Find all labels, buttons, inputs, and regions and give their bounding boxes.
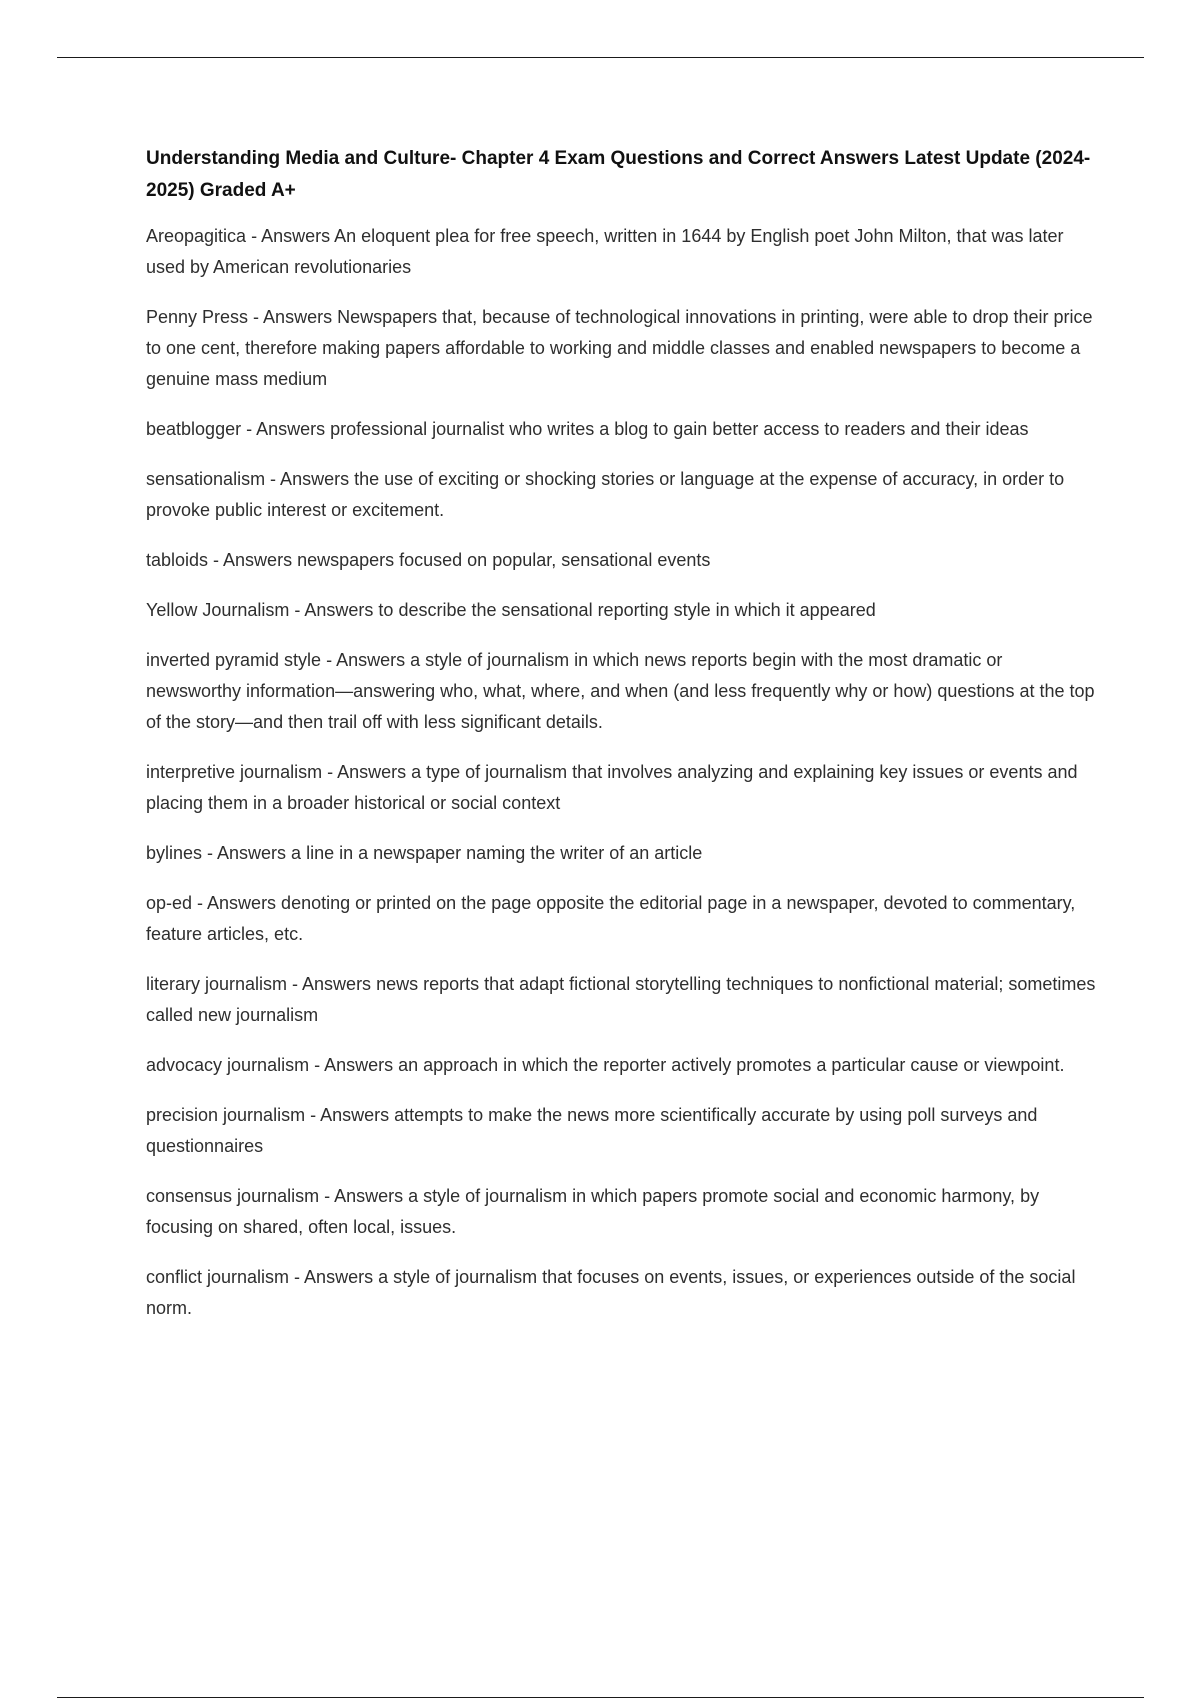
entry-yellow-journalism: Yellow Journalism - Answers to describe the sensational reporting style in which it appeared <box>146 600 876 620</box>
entry-areopagitica: Areopagitica - Answers An eloquent plea for free speech, written in 1644 by English poet John Milton, that was later used by American revolutionaries <box>146 226 1064 277</box>
entry-interpretive-journalism: interpretive journalism - Answers a type of journalism that involves analyzing and explaining key issues or events and placing them in a broader historical or social context <box>146 762 1078 813</box>
entry-penny-press: Penny Press - Answers Newspapers that, because of technological innovations in printing, were able to drop their price to one cent, therefore making papers affordable to working and middle classes and enabled newspapers to become a genuine mass medium <box>146 307 1093 389</box>
entry-bylines: bylines - Answers a line in a newspaper naming the writer of an article <box>146 843 703 863</box>
entry-advocacy-journalism: advocacy journalism - Answers an approach in which the reporter actively promotes a particular cause or viewpoint. <box>146 1055 1065 1075</box>
top-divider <box>57 57 1144 58</box>
entry-precision-journalism: precision journalism - Answers attempts to make the news more scientifically accurate by using poll surveys and questionnaires <box>146 1105 1038 1156</box>
entry-tabloids: tabloids - Answers newspapers focused on popular, sensational events <box>146 550 711 570</box>
document-body <box>146 143 1096 1343</box>
document-title: Understanding Media and Culture- Chapter 4 Exam Questions and Correct Answers Latest Update (2024-2025) Graded A+ <box>146 148 1091 201</box>
entry-inverted-pyramid-style: inverted pyramid style - Answers a style of journalism in which news reports begin with the most dramatic or newsworthy information—answering who, what, where, and when (and less frequently why or how) questions at the top of the story—and then trail off with less significant details. <box>146 650 1095 732</box>
entry-sensationalism: sensationalism - Answers the use of exciting or shocking stories or language at the expense of accuracy, in order to provoke public interest or excitement. <box>146 469 1065 520</box>
entry-consensus-journalism: consensus journalism - Answers a style of journalism in which papers promote social and economic harmony, by focusing on shared, often local, issues. <box>146 1186 1040 1237</box>
entry-list <box>146 221 1096 1324</box>
entry-beatblogger: beatblogger - Answers professional journalist who writes a blog to gain better access to readers and their ideas <box>146 419 1029 439</box>
entry-op-ed: op-ed - Answers denoting or printed on the page opposite the editorial page in a newspaper, devoted to commentary, feature articles, etc. <box>146 893 1076 944</box>
bottom-divider <box>57 1697 1144 1698</box>
entry-literary-journalism: literary journalism - Answers news reports that adapt fictional storytelling techniques to nonfictional material; sometimes called new journalism <box>146 974 1096 1025</box>
entry-conflict-journalism: conflict journalism - Answers a style of journalism that focuses on events, issues, or experiences outside of the social norm. <box>146 1267 1076 1318</box>
